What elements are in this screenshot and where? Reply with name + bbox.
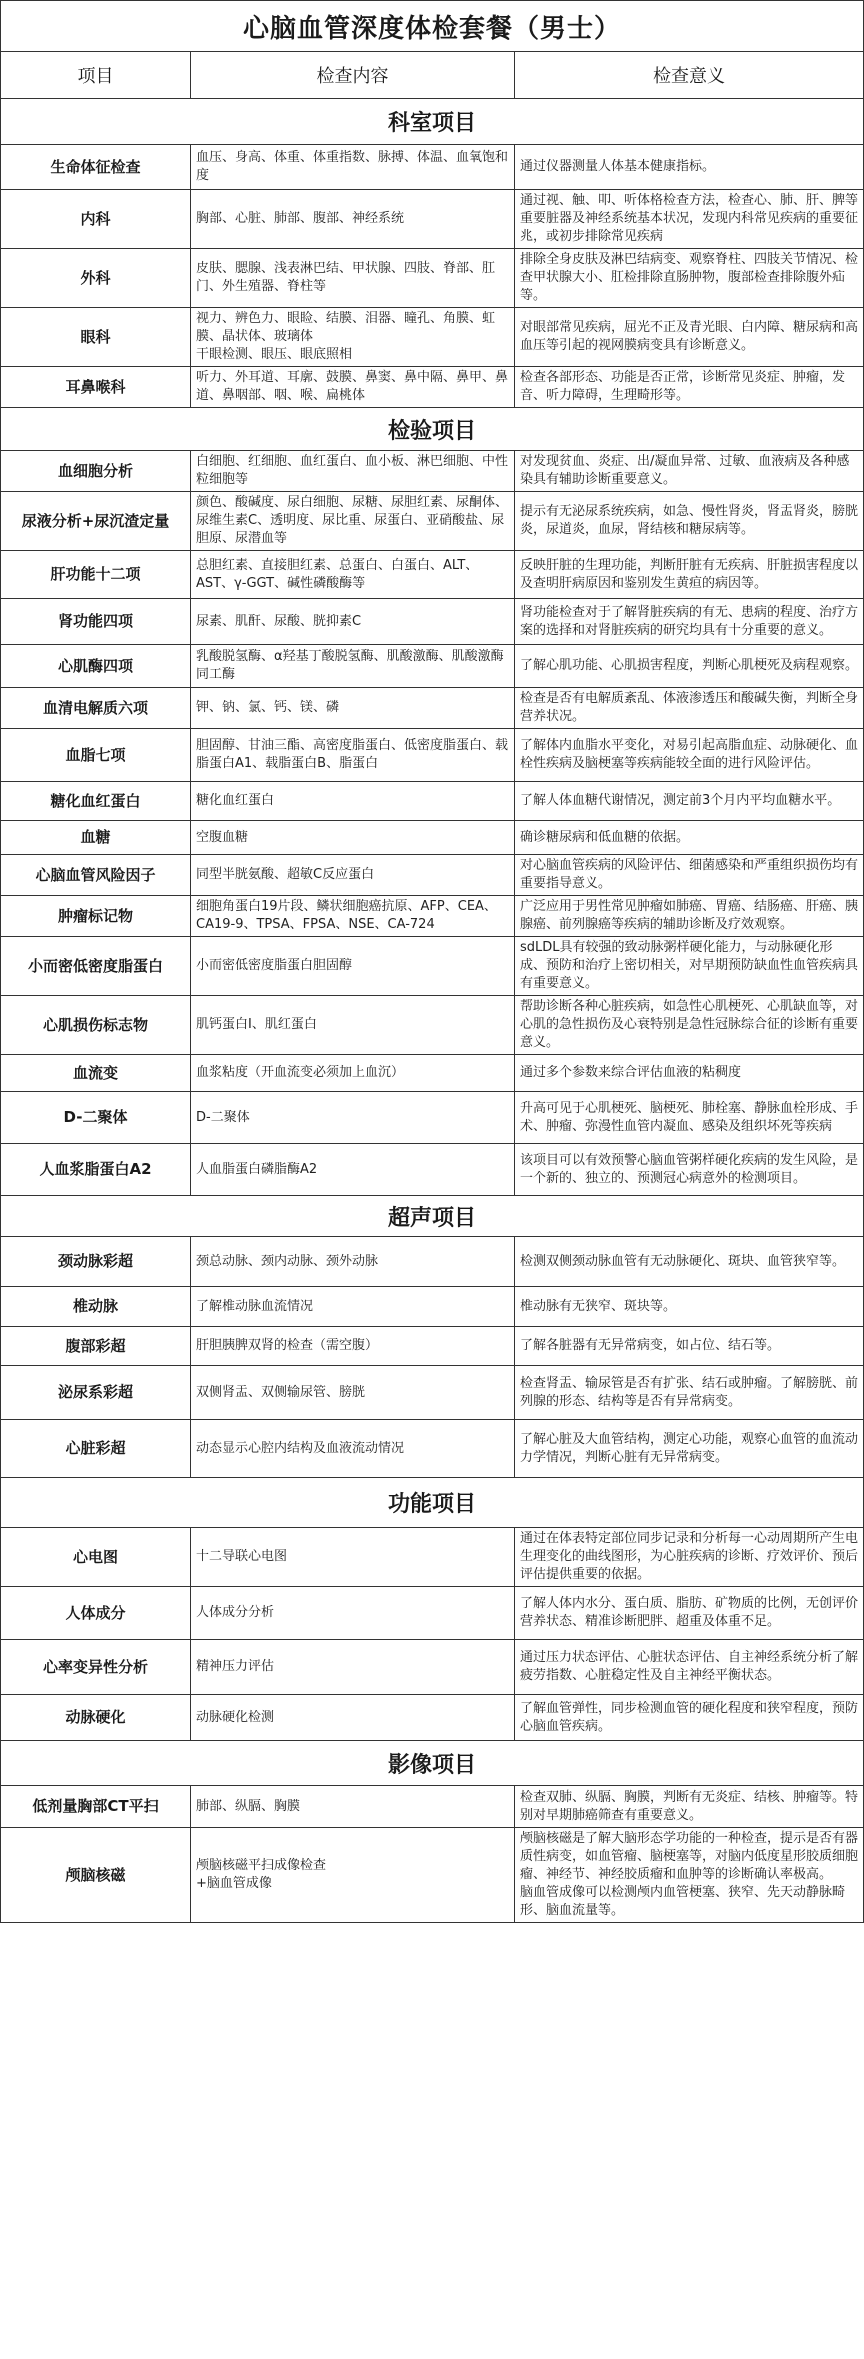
item-name: 人血浆脂蛋白A2 — [1, 1144, 191, 1196]
check-meaning: 通过压力状态评估、心脏状态评估、自主神经系统分析了解疲劳指数、心脏稳定性及自主神经平衡状态。 — [515, 1640, 864, 1695]
check-content: 细胞角蛋白19片段、鳞状细胞癌抗原、AFP、CEA、CA19-9、TPSA、FPSA、NSE、CA-724 — [191, 896, 515, 937]
check-meaning: 颅脑核磁是了解大脑形态学功能的一种检查，提示是否有器质性病变，如血管瘤、脑梗塞等，对脑内低度星形胶质细胞瘤、神经节、神经胶质瘤和血肿等的诊断确认率极高。 脑血管成像可以检测颅内血管梗塞、狭窄、先天动静脉畸形、脑血流量等。 — [515, 1828, 864, 1923]
section-title: 功能项目 — [1, 1478, 864, 1528]
check-meaning: 提示有无泌尿系统疾病，如急、慢性肾炎，肾盂肾炎，膀胱炎，尿道炎，血尿，肾结核和糖尿病等。 — [515, 492, 864, 551]
check-content: 动态显示心腔内结构及血液流动情况 — [191, 1420, 515, 1478]
check-meaning: 检查各部形态、功能是否正常，诊断常见炎症、肿瘤，发音、听力障碍，生理畸形等。 — [515, 367, 864, 408]
check-meaning: 通过仪器测量人体基本健康指标。 — [515, 145, 864, 190]
table-row — [1, 821, 864, 855]
column-header-meaning: 检查意义 — [515, 52, 864, 99]
table-row — [1, 308, 864, 367]
check-meaning: 升高可见于心肌梗死、脑梗死、肺栓塞、静脉血栓形成、手术、肿瘤、弥漫性血管内凝血、感染及组织坏死等疾病 — [515, 1092, 864, 1144]
check-content: 白细胞、红细胞、血红蛋白、血小板、淋巴细胞、中性粒细胞等 — [191, 451, 515, 492]
item-name: 血清电解质六项 — [1, 688, 191, 729]
check-meaning: sdLDL具有较强的致动脉粥样硬化能力，与动脉硬化形成、预防和治疗上密切相关，对早期预防缺血性血管疾病具有重要意义。 — [515, 937, 864, 996]
check-content: 皮肤、腮腺、浅表淋巴结、甲状腺、四肢、脊部、肛门、外生殖器、脊柱等 — [191, 249, 515, 308]
item-name: 心脑血管风险因子 — [1, 855, 191, 896]
section-header-row — [1, 99, 864, 145]
item-name: 眼科 — [1, 308, 191, 367]
check-meaning: 了解各脏器有无异常病变，如占位、结石等。 — [515, 1327, 864, 1366]
section-title: 检验项目 — [1, 408, 864, 451]
check-meaning: 该项目可以有效预警心脑血管粥样硬化疾病的发生风险，是一个新的、独立的、预测冠心病意外的检测项目。 — [515, 1144, 864, 1196]
check-meaning: 椎动脉有无狭窄、斑块等。 — [515, 1287, 864, 1327]
check-meaning: 对心脑血管疾病的风险评估、细菌感染和严重组织损伤均有重要指导意义。 — [515, 855, 864, 896]
check-content: 十二导联心电图 — [191, 1528, 515, 1587]
column-header-content: 检查内容 — [191, 52, 515, 99]
check-meaning: 检查肾盂、输尿管是否有扩张、结石或肿瘤。了解膀胱、前列腺的形态、结构等是否有异常病变。 — [515, 1366, 864, 1420]
check-meaning: 了解人体血糖代谢情况，测定前3个月内平均血糖水平。 — [515, 782, 864, 821]
table-row — [1, 937, 864, 996]
table-row — [1, 492, 864, 551]
table-row — [1, 1695, 864, 1741]
check-content: 血浆粘度（开血流变必须加上血沉） — [191, 1055, 515, 1092]
table-row — [1, 1055, 864, 1092]
table-row — [1, 1640, 864, 1695]
check-content: 胸部、心脏、肺部、腹部、神经系统 — [191, 190, 515, 249]
check-meaning: 对发现贫血、炎症、出/凝血异常、过敏、血液病及各种感染具有辅助诊断重要意义。 — [515, 451, 864, 492]
check-meaning: 肾功能检查对于了解肾脏疾病的有无、患病的程度、治疗方案的选择和对肾脏疾病的研究均具有十分重要的意义。 — [515, 599, 864, 645]
item-name: 腹部彩超 — [1, 1327, 191, 1366]
item-name: 心肌损伤标志物 — [1, 996, 191, 1055]
table-row — [1, 367, 864, 408]
item-name: 肿瘤标记物 — [1, 896, 191, 937]
check-meaning: 通过视、触、叩、听体格检查方法，检查心、肺、肝、脾等重要脏器及神经系统基本状况，发现内科常见疾病的重要征兆，或初步排除常见疾病 — [515, 190, 864, 249]
item-name: 血细胞分析 — [1, 451, 191, 492]
item-name: 血脂七项 — [1, 729, 191, 782]
check-content: 同型半胱氨酸、超敏C反应蛋白 — [191, 855, 515, 896]
table-row — [1, 729, 864, 782]
table-row — [1, 855, 864, 896]
item-name: 动脉硬化 — [1, 1695, 191, 1741]
item-name: 糖化血红蛋白 — [1, 782, 191, 821]
item-name: 泌尿系彩超 — [1, 1366, 191, 1420]
table-row — [1, 1828, 864, 1923]
check-meaning: 广泛应用于男性常见肿瘤如肺癌、胃癌、结肠癌、肝癌、胰腺癌、前列腺癌等疾病的辅助诊断及疗效观察。 — [515, 896, 864, 937]
check-meaning: 检查双肺、纵膈、胸膜，判断有无炎症、结核、肿瘤等。特别对早期肺癌筛查有重要意义。 — [515, 1786, 864, 1828]
table-row — [1, 190, 864, 249]
check-meaning: 了解人体内水分、蛋白质、脂肪、矿物质的比例，无创评价营养状态、精准诊断肥胖、超重及体重不足。 — [515, 1587, 864, 1640]
table-row — [1, 1327, 864, 1366]
item-name: 耳鼻喉科 — [1, 367, 191, 408]
item-name: 小而密低密度脂蛋白 — [1, 937, 191, 996]
check-content: 视力、辨色力、眼睑、结膜、泪器、瞳孔、角膜、虹膜、晶状体、玻璃体 干眼检测、眼压、眼底照相 — [191, 308, 515, 367]
check-content: 乳酸脱氢酶、α羟基丁酸脱氢酶、肌酸激酶、肌酸激酶同工酶 — [191, 645, 515, 688]
check-content: 肌钙蛋白I、肌红蛋白 — [191, 996, 515, 1055]
table-row — [1, 1092, 864, 1144]
check-meaning: 反映肝脏的生理功能，判断肝脏有无疾病、肝脏损害程度以及查明肝病原因和鉴别发生黄疸的病因等。 — [515, 551, 864, 599]
check-content: 精神压力评估 — [191, 1640, 515, 1695]
column-header-item: 项目 — [1, 52, 191, 99]
item-name: 低剂量胸部CT平扫 — [1, 1786, 191, 1828]
item-name: 心电图 — [1, 1528, 191, 1587]
table-row — [1, 1237, 864, 1287]
table-row — [1, 1144, 864, 1196]
check-meaning: 通过多个参数来综合评估血液的粘稠度 — [515, 1055, 864, 1092]
table-row — [1, 1287, 864, 1327]
item-name: 肾功能四项 — [1, 599, 191, 645]
check-content: 听力、外耳道、耳廓、鼓膜、鼻窦、鼻中隔、鼻甲、鼻道、鼻咽部、咽、喉、扁桃体 — [191, 367, 515, 408]
check-content: 糖化血红蛋白 — [191, 782, 515, 821]
check-meaning: 检查是否有电解质紊乱、体液渗透压和酸碱失衡，判断全身营养状况。 — [515, 688, 864, 729]
page-title: 心脑血管深度体检套餐（男士） — [1, 1, 864, 52]
table-row — [1, 1587, 864, 1640]
item-name: 心脏彩超 — [1, 1420, 191, 1478]
section-header-row — [1, 408, 864, 451]
table-row — [1, 145, 864, 190]
check-content: 小而密低密度脂蛋白胆固醇 — [191, 937, 515, 996]
check-content: 颅脑核磁平扫成像检查 +脑血管成像 — [191, 1828, 515, 1923]
check-meaning: 了解体内血脂水平变化，对易引起高脂血症、动脉硬化、血栓性疾病及脑梗塞等疾病能较全面的进行风险评估。 — [515, 729, 864, 782]
item-name: 颅脑核磁 — [1, 1828, 191, 1923]
check-content: 空腹血糖 — [191, 821, 515, 855]
check-meaning: 帮助诊断各种心脏疾病，如急性心肌梗死、心肌缺血等，对心肌的急性损伤及心衰特别是急性冠脉综合征的诊断有重要意义。 — [515, 996, 864, 1055]
item-name: 内科 — [1, 190, 191, 249]
check-content: 血压、身高、体重、体重指数、脉搏、体温、血氧饱和度 — [191, 145, 515, 190]
item-name: 尿液分析+尿沉渣定量 — [1, 492, 191, 551]
column-headers — [1, 52, 864, 99]
item-name: 血流变 — [1, 1055, 191, 1092]
check-content: 人体成分分析 — [191, 1587, 515, 1640]
table-row — [1, 782, 864, 821]
check-meaning: 排除全身皮肤及淋巴结病变、观察脊柱、四肢关节情况、检查甲状腺大小、肛检排除直肠肿物，腹部检查排除腹外疝等。 — [515, 249, 864, 308]
item-name: 人体成分 — [1, 1587, 191, 1640]
check-meaning: 了解血管弹性，同步检测血管的硬化程度和狭窄程度，预防心脑血管疾病。 — [515, 1695, 864, 1741]
table-row — [1, 599, 864, 645]
table-row — [1, 645, 864, 688]
table-row — [1, 1786, 864, 1828]
check-content: 肝胆胰脾双肾的检查（需空腹） — [191, 1327, 515, 1366]
check-content: 尿素、肌酐、尿酸、胱抑素C — [191, 599, 515, 645]
table-row — [1, 1366, 864, 1420]
item-name: 心肌酶四项 — [1, 645, 191, 688]
check-content: 颈总动脉、颈内动脉、颈外动脉 — [191, 1237, 515, 1287]
item-name: 血糖 — [1, 821, 191, 855]
check-content: 钾、钠、氯、钙、镁、磷 — [191, 688, 515, 729]
check-meaning: 了解心肌功能、心肌损害程度，判断心肌梗死及病程观察。 — [515, 645, 864, 688]
item-name: 心率变异性分析 — [1, 1640, 191, 1695]
check-content: 了解椎动脉血流情况 — [191, 1287, 515, 1327]
check-content: 颜色、酸碱度、尿白细胞、尿糖、尿胆红素、尿酮体、尿维生素C、透明度、尿比重、尿蛋白、亚硝酸盐、尿胆原、尿潜血等 — [191, 492, 515, 551]
check-content: 双侧肾盂、双侧输尿管、膀胱 — [191, 1366, 515, 1420]
section-title: 影像项目 — [1, 1741, 864, 1786]
item-name: 颈动脉彩超 — [1, 1237, 191, 1287]
table-row — [1, 451, 864, 492]
table-row — [1, 688, 864, 729]
check-meaning: 通过在体表特定部位同步记录和分析每一心动周期所产生电生理变化的曲线图形，为心脏疾病的诊断、疗效评价、预后评估提供重要的依据。 — [515, 1528, 864, 1587]
check-meaning: 对眼部常见疾病，屈光不正及青光眼、白内障、糖尿病和高血压等引起的视网膜病变具有诊断意义。 — [515, 308, 864, 367]
check-content: 肺部、纵膈、胸膜 — [191, 1786, 515, 1828]
section-header-row — [1, 1741, 864, 1786]
check-content: 总胆红素、直接胆红素、总蛋白、白蛋白、ALT、AST、γ-GGT、碱性磷酸酶等 — [191, 551, 515, 599]
table-row — [1, 551, 864, 599]
table-row — [1, 996, 864, 1055]
table-row — [1, 1528, 864, 1587]
check-content: 胆固醇、甘油三酯、高密度脂蛋白、低密度脂蛋白、载脂蛋白A1、载脂蛋白B、脂蛋白 — [191, 729, 515, 782]
section-header-row — [1, 1196, 864, 1237]
item-name: D-二聚体 — [1, 1092, 191, 1144]
table-row — [1, 1420, 864, 1478]
item-name: 生命体征检查 — [1, 145, 191, 190]
section-title: 科室项目 — [1, 99, 864, 145]
item-name: 外科 — [1, 249, 191, 308]
table-row — [1, 896, 864, 937]
item-name: 椎动脉 — [1, 1287, 191, 1327]
check-content: 人血脂蛋白磷脂酶A2 — [191, 1144, 515, 1196]
item-name: 肝功能十二项 — [1, 551, 191, 599]
check-meaning: 了解心脏及大血管结构，测定心功能，观察心血管的血流动力学情况，判断心脏有无异常病变。 — [515, 1420, 864, 1478]
check-content: 动脉硬化检测 — [191, 1695, 515, 1741]
section-title: 超声项目 — [1, 1196, 864, 1237]
table-row — [1, 249, 864, 308]
section-header-row — [1, 1478, 864, 1528]
check-meaning: 确诊糖尿病和低血糖的依据。 — [515, 821, 864, 855]
check-meaning: 检测双侧颈动脉血管有无动脉硬化、斑块、血管狭窄等。 — [515, 1237, 864, 1287]
check-content: D-二聚体 — [191, 1092, 515, 1144]
